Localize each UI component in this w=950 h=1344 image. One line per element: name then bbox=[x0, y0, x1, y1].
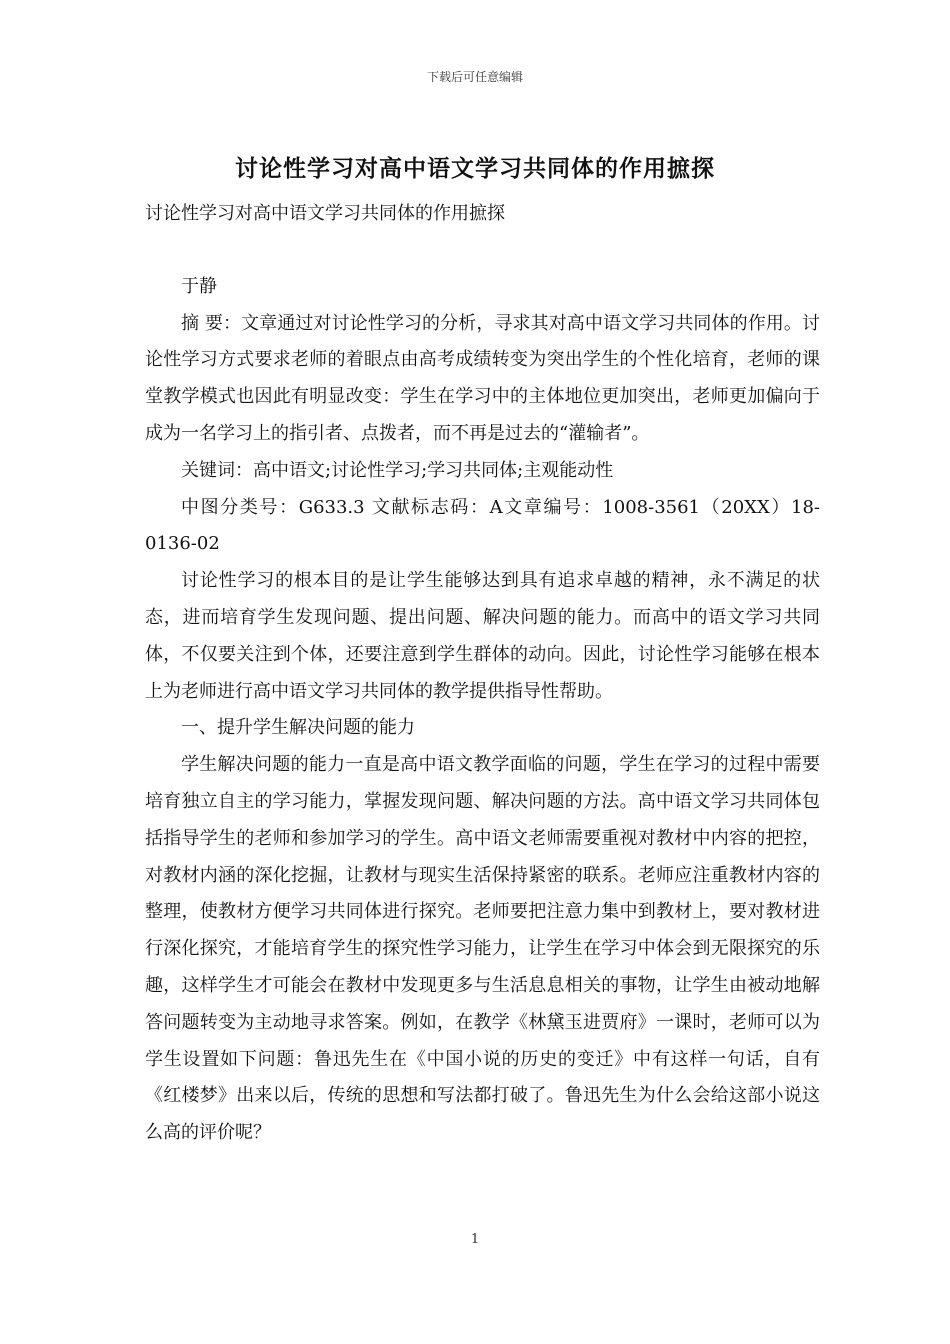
document-title: 讨论性学习对高中语文学习共同体的作用摭探 bbox=[235, 155, 715, 182]
classification: 中图分类号：G633.3 文献标志码：A文章编号：1008-3561（20XX）18-0136-02 bbox=[145, 496, 820, 555]
spacer bbox=[145, 233, 820, 269]
page-number: 1 bbox=[470, 1232, 480, 1247]
paragraph-1: 讨论性学习的根本目的是让学生能够达到具有追求卓越的精神，永不满足的状态，进而培育学生发现问题、提出问题、解决问题的能力。而高中的语文学习共同体，不仅要关注到个体，还要注意到学生群体的动向。因此，讨论性学习能够在根本上为老师进行高中语文学习共同体的教学提供指导性帮助。 bbox=[145, 570, 820, 702]
section-heading: 一、提升学生解决问题的能力 bbox=[181, 717, 415, 739]
paragraph-2: 学生解决问题的能力一直是高中语文教学面临的问题，学生在学习的过程中需要培育独立自主的学习能力，掌握发现问题、解决问题的方法。高中语文学习共同体包括指导学生的老师和参加学习的学生。高中语文老师需要重视对教材中内容的把控，对教材内涵的深化挖掘，让教材与现实生活保持紧密的联系。老师应注重教材内容的整理，使教材方便学习共同体进行探究。老师要把注意力集中到教材上，要对教材进行深化探究，才能培育学生的探究性学习能力，让学生在学习中体会到无限探究的乐趣，这样学生才可能会在教材中发现更多与生活息息相关的事物，让学生由被动地解答问题转变为主动地寻求答案。例如，在教学《林黛玉进贾府》一课时，老师可以为学生设置如下问题：鲁迅先生在《中国小说的历史的变迁》中有这样一句话，自有《红楼梦》出来以后，传统的思想和写法都打破了。鲁迅先生为什么会给这部小说这么高的评价呢？ bbox=[145, 754, 820, 1144]
header-note: 下载后可任意编辑 bbox=[426, 70, 523, 84]
subtitle: 讨论性学习对高中语文学习共同体的作用摭探 bbox=[145, 203, 505, 224]
keywords: 关键词：高中语文;讨论性学习;学习共同体;主观能动性 bbox=[181, 459, 614, 481]
document-body bbox=[145, 196, 820, 1152]
abstract: 摘 要：文章通过对讨论性学习的分析，寻求其对高中语文学习共同体的作用。讨论性学习方式要求老师的着眼点由高考成绩转变为突出学生的个性化培育，老师的课堂教学模式也因此有明显改变：学生在学习中的主体地位更加突出，老师更加偏向于成为一名学习上的指引者、点拨者，而不再是过去的“灌输者”。 bbox=[145, 312, 820, 444]
author: 于静 bbox=[181, 275, 217, 297]
